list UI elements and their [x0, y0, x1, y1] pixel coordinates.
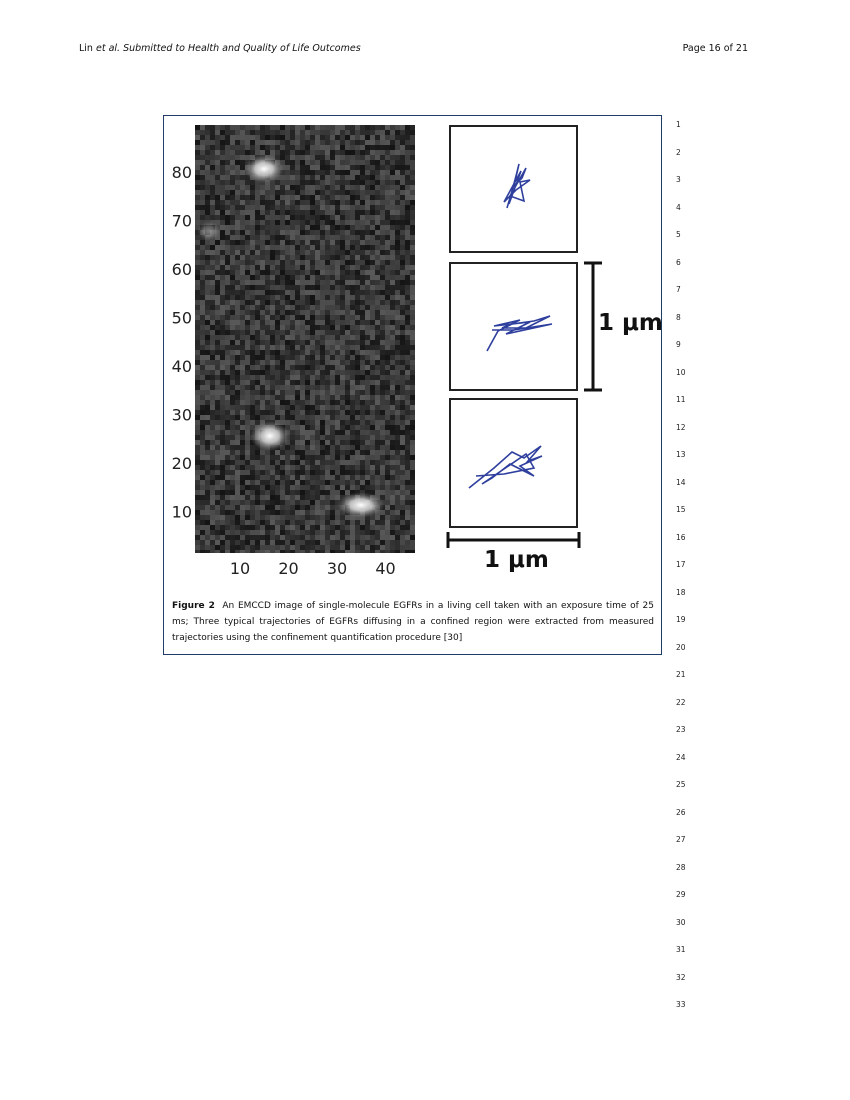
- x-tick-label: 10: [229, 559, 251, 578]
- y-tick-label: 60: [171, 260, 192, 279]
- line-number: 24: [676, 752, 686, 762]
- line-number: 21: [676, 670, 686, 679]
- line-number: 19: [676, 615, 686, 624]
- scale-bar-horizontal-label: 1 μm: [484, 547, 549, 573]
- image-x-axis: [230, 559, 396, 578]
- molecule-spot: [337, 492, 385, 518]
- line-number: 9: [676, 340, 681, 349]
- line-number: 11: [676, 395, 686, 404]
- x-tick-label: 20: [278, 559, 299, 578]
- line-number: 32: [676, 972, 686, 982]
- y-tick-label: 80: [171, 163, 192, 182]
- line-number: 23: [676, 725, 686, 734]
- scale-bar-vertical-label: 1 μm: [598, 310, 663, 336]
- line-number: 14: [676, 477, 686, 487]
- y-tick-label: 70: [171, 211, 192, 231]
- molecule-spot: [244, 155, 284, 183]
- y-tick-label: 40: [171, 357, 192, 376]
- caption-label: Figure 2: [172, 601, 215, 611]
- line-number: 33: [676, 1000, 686, 1009]
- line-number: 26: [676, 807, 686, 817]
- line-number: 4: [676, 202, 681, 212]
- y-tick-label: 50: [171, 308, 192, 328]
- figure-2: [163, 115, 662, 655]
- line-number: 15: [676, 505, 686, 514]
- trajectory-panel-2: [450, 263, 577, 390]
- line-number: 3: [676, 175, 681, 184]
- line-number: 27: [676, 835, 686, 844]
- caption-text: An EMCCD image of single-molecule EGFRs in a living cell taken with an exposure time of 25 ms; Three typical trajectories of EGFRs diffusing in a confined region were extracted from measured trajectories using the confinement quantification procedure [30]: [172, 601, 654, 643]
- line-number: 5: [676, 230, 681, 239]
- image-y-axis: [172, 163, 192, 522]
- running-header-authors: Lin et al. Submitted to Health and Quality of Life Outcomes: [79, 43, 361, 54]
- page-number: Page 16 of 21: [682, 43, 748, 54]
- line-number: 29: [676, 890, 686, 899]
- molecule-spot: [197, 221, 221, 241]
- line-number: 28: [676, 862, 686, 872]
- line-number: 25: [676, 780, 686, 789]
- line-number: 7: [676, 285, 681, 294]
- figure-caption: [172, 598, 654, 646]
- line-number: 16: [676, 532, 686, 542]
- line-number: 1: [676, 120, 681, 129]
- line-number: 13: [676, 450, 686, 459]
- figure-graphic: [164, 116, 663, 596]
- line-number: 18: [676, 587, 686, 597]
- y-tick-label: 30: [171, 405, 192, 425]
- y-tick-label: 10: [171, 502, 192, 522]
- line-number: 2: [676, 147, 681, 157]
- line-number: 30: [676, 917, 686, 927]
- line-number: 22: [676, 697, 686, 707]
- x-tick-label: 40: [375, 559, 396, 578]
- y-tick-label: 20: [171, 454, 192, 473]
- line-number: 8: [676, 312, 681, 322]
- line-number: 6: [676, 257, 681, 267]
- line-number: 31: [676, 945, 686, 954]
- molecule-spot: [250, 421, 290, 451]
- x-tick-label: 30: [326, 559, 348, 578]
- line-number: 12: [676, 422, 686, 432]
- line-number: 17: [676, 560, 686, 569]
- image-noise: [195, 125, 415, 553]
- line-number: 20: [676, 642, 686, 652]
- line-number: 10: [676, 367, 686, 377]
